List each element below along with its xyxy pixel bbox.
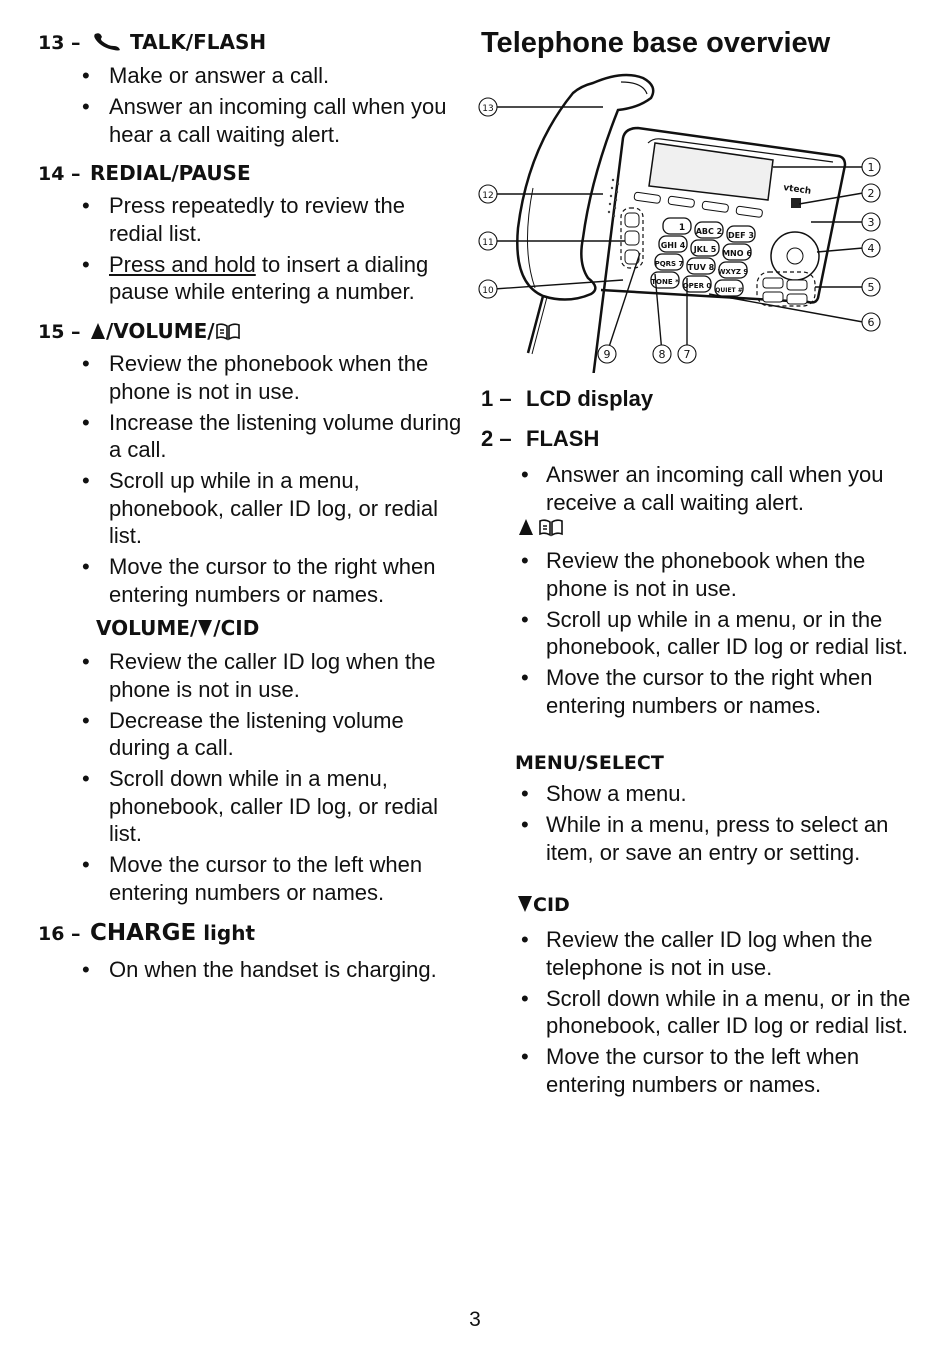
callout-5: 5 <box>867 281 875 294</box>
item-16-heading <box>38 920 255 946</box>
list-item: • Make or answer a call. <box>82 63 330 88</box>
charge-label: CHARGE <box>90 920 197 946</box>
item-15-heading <box>38 319 241 343</box>
item-15-label: /VOLUME/ <box>106 319 215 343</box>
menu-bullets <box>481 780 921 870</box>
phonebook-icon <box>538 517 564 537</box>
volume-cid-subheading: VOLUME/ /CID <box>96 616 260 640</box>
list-item: • Move the cursor to the left when entering numbers or names. <box>521 1044 860 1097</box>
down-arrow-icon <box>517 895 533 913</box>
key-1: 1 <box>678 223 686 233</box>
callout-1: 1 <box>867 161 875 174</box>
item-2-heading <box>481 426 599 452</box>
down-arrow-icon <box>197 619 213 637</box>
list-item: • Press repeatedly to review the redial list. <box>82 193 405 246</box>
callout-13: 13 <box>482 104 494 114</box>
callout-9: 9 <box>603 348 611 361</box>
up-arrow-icon <box>518 518 534 536</box>
telephone-base-illustration <box>473 68 893 373</box>
list-item: • While in a menu, press to select an item, or save an entry or setting. <box>521 812 889 865</box>
key-3: DEF 3 <box>728 231 754 240</box>
flash-bullets <box>481 461 921 520</box>
list-item: • Show a menu. <box>521 781 687 806</box>
item-15-number: 15 – <box>38 321 81 343</box>
menu-select-subheading: MENU/SELECT <box>515 752 664 774</box>
callout-6: 6 <box>867 316 875 329</box>
key-4: GHI 4 <box>660 241 686 250</box>
list-item: • Answer an incoming call when you receive a call waiting alert. <box>521 462 884 515</box>
list-item: • Scroll down while in a menu, or in the phonebook, caller ID log or redial list. <box>521 985 911 1038</box>
key-star: TONE * <box>651 278 679 286</box>
up-phonebook-subheading <box>518 515 564 539</box>
list-item: • Move the cursor to the left when entering numbers or names. <box>82 852 423 905</box>
list-item: • Move the cursor to the right when entering numbers or names. <box>82 554 436 607</box>
brand-text: vtech <box>782 183 812 197</box>
key-6: MNO 6 <box>722 249 752 258</box>
list-item: • Review the caller ID log when the telephone is not in use. <box>521 927 873 980</box>
up-arrow-icon <box>90 322 106 340</box>
list-item: • On when the handset is charging. <box>82 957 437 982</box>
phonebook-icon <box>215 321 241 341</box>
item-16-bullets <box>38 956 463 987</box>
section-title: Telephone base overview <box>481 27 831 59</box>
item-1-label: LCD display <box>526 386 654 411</box>
page-number: 3 <box>469 1308 481 1331</box>
item-15-down-bullets <box>38 648 463 910</box>
item-13-number: 13 – <box>38 32 81 54</box>
list-item: • Scroll down while in a menu, phonebook, caller ID log, or redial list. <box>82 766 438 846</box>
list-item: • Decrease the listening volume during a call. <box>82 707 404 760</box>
item-14-number: 14 – <box>38 163 81 185</box>
list-item: • Press and hold to insert a dialing pause while entering a number. <box>82 251 429 304</box>
key-2: ABC 2 <box>695 227 723 236</box>
item-13-label: TALK/FLASH <box>130 30 267 54</box>
key-7: PQRS 7 <box>654 260 684 268</box>
list-item: • Increase the listening volume during a call. <box>82 409 462 462</box>
list-item: • Scroll up while in a menu, phonebook, caller ID log, or redial list. <box>82 468 438 548</box>
callout-10: 10 <box>482 286 494 296</box>
item-13-bullets <box>38 62 463 152</box>
light-label: light <box>196 921 256 945</box>
key-0: OPER 0 <box>682 282 712 290</box>
item-14-label: REDIAL/PAUSE <box>90 161 251 185</box>
key-hash: QUIET # <box>715 287 743 294</box>
item-14-heading <box>38 161 251 185</box>
callout-4: 4 <box>867 242 875 255</box>
callout-11: 11 <box>482 238 494 248</box>
callout-2: 2 <box>867 187 875 200</box>
list-item: • Move the cursor to the right when entering numbers or names. <box>521 665 873 718</box>
key-8: TUV 8 <box>687 263 715 272</box>
callout-8: 8 <box>658 348 666 361</box>
list-item: • Scroll up while in a menu, or in the phonebook, caller ID log or redial list. <box>521 606 908 659</box>
item-13-heading <box>38 30 266 54</box>
callout-3: 3 <box>867 216 875 229</box>
item-15-up-bullets <box>38 350 468 612</box>
cid-bullets <box>481 926 921 1102</box>
key-5: JKL 5 <box>693 245 717 254</box>
cid-subheading: CID <box>517 894 570 916</box>
item-2-label: FLASH <box>526 426 600 451</box>
up-bullets <box>481 547 921 723</box>
item-16-number: 16 – <box>38 923 81 945</box>
callout-7: 7 <box>683 348 691 361</box>
key-9: WXYZ 9 <box>717 268 749 276</box>
list-item: • Review the phonebook when the phone is not in use. <box>521 548 866 601</box>
item-1-number: 1 – <box>481 386 512 411</box>
item-14-bullets <box>38 192 463 309</box>
list-item: • Answer an incoming call when you hear a call waiting alert. <box>82 94 447 147</box>
list-item: • Review the caller ID log when the phone is not in use. <box>82 649 436 702</box>
phone-handset-icon <box>92 31 130 51</box>
item-2-number: 2 – <box>481 426 512 451</box>
item-1-heading <box>481 386 653 412</box>
callout-12: 12 <box>482 191 494 201</box>
list-item: • Review the phonebook when the phone is not in use. <box>82 351 429 404</box>
